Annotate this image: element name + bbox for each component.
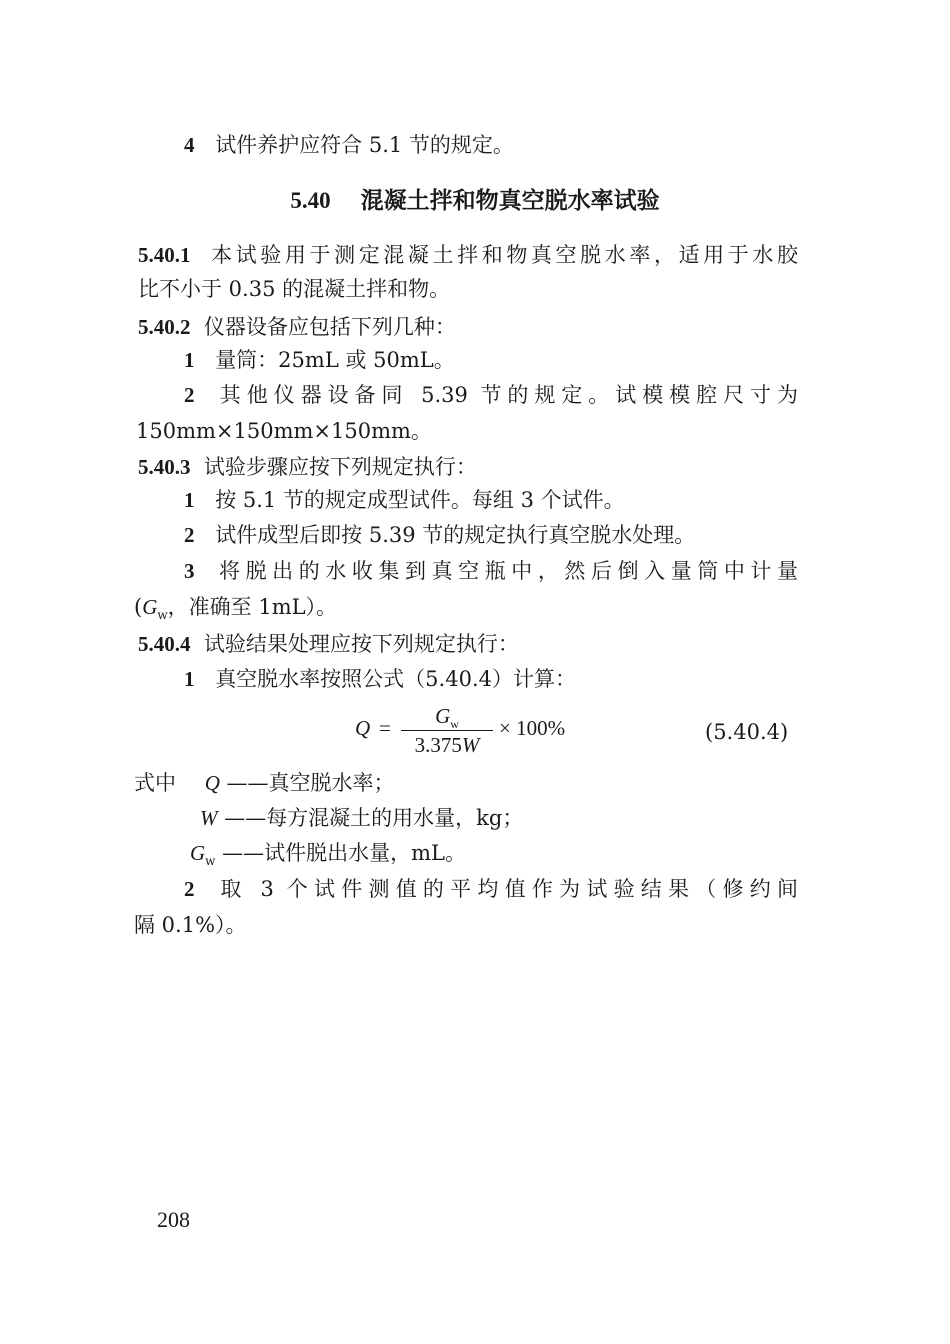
item-text: 按 5.1 节的规定成型试件。每组 3 个试件。: [215, 488, 625, 512]
where-symbol: Q: [204, 771, 220, 795]
page-number: 208: [157, 1207, 190, 1232]
clause-text: 试验结果处理应按下列规定执行：: [203, 632, 519, 656]
item-4: [184, 130, 514, 160]
clause-5-40-2: [138, 312, 456, 342]
section-number: 5.40: [290, 188, 331, 213]
item-number: 1: [184, 348, 195, 372]
c2-item-1: [184, 345, 455, 375]
clause-text: 仪器设备应包括下列几种：: [203, 315, 456, 339]
item-text-line1: 其他仪器设备同 5.39 节的规定。试模模腔尺寸为: [219, 383, 798, 407]
item-text-line1: 取 3 个试件测值的平均值作为试验结果（修约间: [220, 877, 798, 901]
c2-item-2-cont: 150mm×150mm×150mm。: [136, 419, 432, 443]
c4-item-2: [184, 874, 798, 904]
item-number: 2: [184, 383, 195, 407]
subscript-w: w: [157, 608, 168, 623]
item-text: 试件养护应符合 5.1 节的规定。: [215, 133, 514, 157]
item-text: 真空脱水率按照公式（5.40.4）计算：: [215, 667, 576, 691]
section-heading: [0, 182, 950, 215]
c3-item-3-cont: ($G_w$，准确至 1mL）。: [134, 595, 338, 623]
c2-item-2: [184, 380, 798, 410]
c4-item-2-cont: 隔 0.1%）。: [134, 913, 247, 937]
item-text: 量筒：25mL 或 50mL。: [215, 348, 455, 372]
where-desc: ——试件脱出水量，mL。: [222, 841, 466, 865]
c4-item-1: [184, 664, 576, 694]
clause-number: 5.40.1: [138, 243, 191, 267]
fraction-denominator: 3.375W: [414, 733, 480, 757]
where-desc: ——每方混凝土的用水量，kg；: [224, 806, 524, 830]
item-text-line1: 将脱出的水收集到真空瓶中，然后倒入量筒中计量: [219, 559, 798, 583]
fraction-numerator: $G_w$: [435, 704, 459, 732]
clause-text: 试验步骤应按下列规定执行：: [203, 455, 477, 479]
where-subscript: w: [205, 854, 216, 869]
where-symbol: G: [190, 841, 206, 865]
formula-number: (5.40.4): [705, 720, 789, 744]
where-g: [190, 838, 466, 876]
symbol-g: G: [142, 595, 158, 619]
clause-5-40-1: [138, 240, 798, 270]
item-number: 2: [184, 877, 195, 901]
item-number: 1: [184, 488, 195, 512]
item-text: 试件成型后即按 5.39 节的规定执行真空脱水处理。: [215, 523, 696, 547]
where-w: [200, 803, 523, 833]
clause-5-40-4: [138, 629, 519, 659]
item-number: 2: [184, 523, 195, 547]
formula-lhs: Q: [355, 716, 371, 740]
where-q: [134, 768, 395, 798]
formula-equals: =: [379, 716, 391, 740]
where-desc: ——真空脱水率；: [226, 771, 395, 795]
item-number: 4: [184, 133, 195, 157]
item-number: 1: [184, 667, 195, 691]
clause-text-line1: 本试验用于测定混凝土拌和物真空脱水率，适用于水胶: [211, 243, 798, 267]
clause-number: 5.40.2: [138, 315, 191, 339]
c3-item-1: [184, 485, 625, 515]
clause-5-40-1-cont: 比不小于 0.35 的混凝土拌和物。: [138, 277, 451, 301]
c3-item-2: [184, 520, 695, 550]
formula-fraction: [401, 702, 493, 759]
section-title: 混凝土拌和物真空脱水率试验: [360, 188, 660, 214]
formula-multiplier: × 100%: [499, 716, 566, 740]
item-text-line2: ，准确至 1mL）。: [167, 595, 338, 619]
clause-number: 5.40.4: [138, 632, 191, 656]
where-symbol: W: [200, 806, 218, 830]
c3-item-3: [184, 556, 798, 586]
clause-5-40-3: [138, 452, 477, 482]
item-number: 3: [184, 559, 195, 583]
clause-number: 5.40.3: [138, 455, 191, 479]
where-label: 式中: [134, 771, 176, 795]
